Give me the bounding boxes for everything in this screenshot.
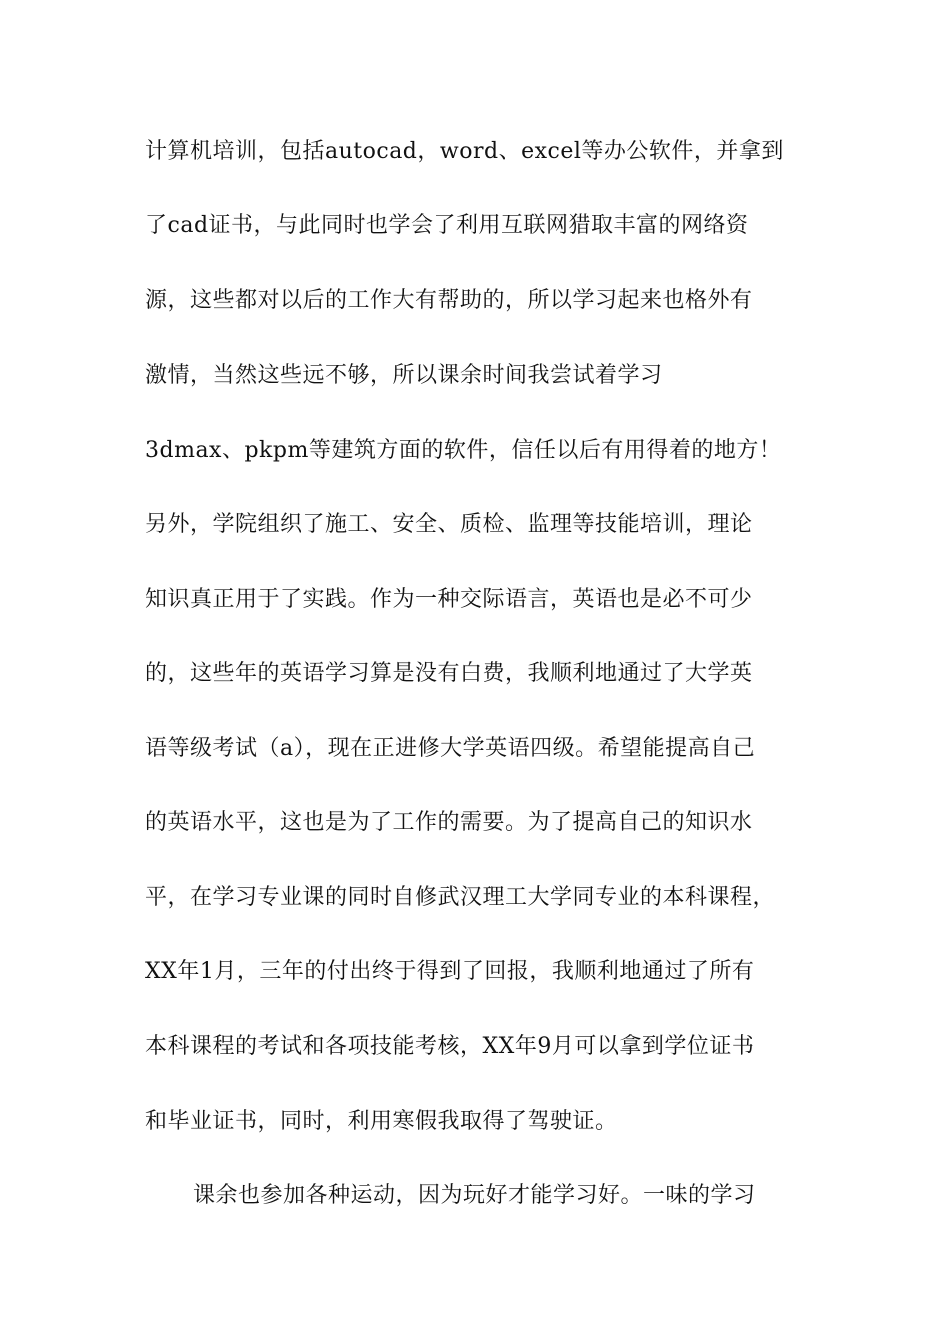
text-line: 3dmax、pkpm等建筑方面的软件，信任以后有用得着的地方！ [145,438,782,463]
text-line: 激情，当然这些远不够，所以课余时间我尝试着学习 [145,363,663,388]
text-line: 源，这些都对以后的工作大有帮助的，所以学习起来也格外有 [145,288,753,313]
text-line: 本科课程的考试和各项技能考核，XX年9月可以拿到学位证书 [145,1034,755,1059]
text-line: 和毕业证书，同时，利用寒假我取得了驾驶证。 [145,1109,618,1134]
text-line: 平，在学习专业课的同时自修武汉理工大学同专业的本科课程， [145,885,776,910]
text-line: 另外，学院组织了施工、安全、质检、监理等技能培训，理论 [145,512,753,537]
text-line: 了cad证书，与此同时也学会了利用互联网猎取丰富的网络资 [145,213,749,238]
paragraph-first-line: 课余也参加各种运动，因为玩好才能学习好。一味的学习 [193,1183,756,1208]
text-line: 语等级考试（a），现在正进修大学英语四级。希望能提高自己 [145,736,756,761]
text-line: 知识真正用于了实践。作为一种交际语言，英语也是必不可少 [145,587,753,612]
text-line: 的，这些年的英语学习算是没有白费，我顺利地通过了大学英 [145,661,753,686]
text-line: 的英语水平，这也是为了工作的需要。为了提高自己的知识水 [145,810,753,835]
text-line: XX年1月，三年的付出终于得到了回报，我顺利地通过了所有 [145,959,755,984]
text-line: 计算机培训，包括autocad，word、excel等办公软件，并拿到 [145,139,784,164]
